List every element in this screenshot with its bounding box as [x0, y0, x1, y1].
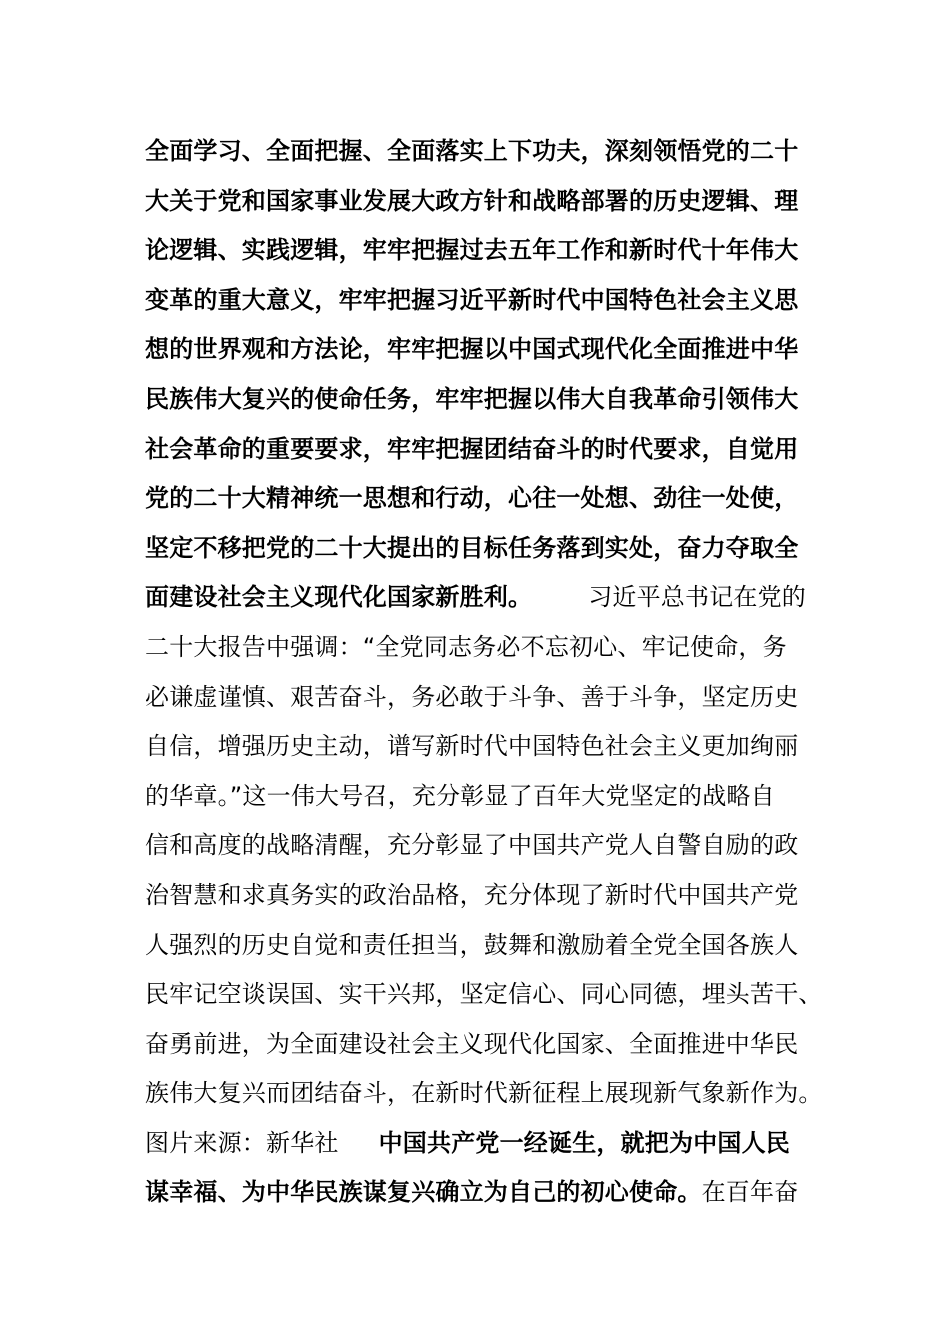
text-line: 人强烈的历史自觉和责任担当，鼓舞和激励着全党全国各族人	[145, 930, 799, 959]
text-line-mixed	[145, 1119, 805, 1169]
text-line: 全面学习、全面把握、全面落实上下功夫，深刻领悟党的二十	[145, 137, 799, 165]
document-body	[145, 127, 823, 1218]
text-line: 奋勇前进，为全面建设社会主义现代化国家、全面推进中华民	[145, 1029, 799, 1058]
text-line: 族伟大复兴而团结奋斗，在新时代新征程上展现新气象新作为。	[145, 1079, 823, 1108]
text-line: 党的二十大精神统一思想和行动，心往一处想、劲往一处使，	[145, 484, 799, 513]
text-line: 信和高度的战略清醒，充分彰显了中国共产党人自警自励的政	[145, 831, 799, 860]
text-line: 民牢记空谈误国、实干兴邦，坚定信心、同心同德，埋头苦干、	[145, 980, 823, 1009]
normal-run: 在百年奋	[701, 1178, 799, 1207]
text-line: 大关于党和国家事业发展大政方针和战略部署的历史逻辑、理	[145, 186, 799, 215]
text-line: 自信，增强历史主动，谱写新时代中国特色社会主义更加绚丽	[145, 732, 799, 761]
text-line: 民族伟大复兴的使命任务，牢牢把握以伟大自我革命引领伟大	[145, 384, 799, 413]
text-line: 论逻辑、实践逻辑，牢牢把握过去五年工作和新时代十年伟大	[145, 236, 799, 265]
text-line-mixed	[145, 573, 805, 623]
bold-run: 面建设社会主义现代化国家新胜利。	[145, 583, 533, 612]
text-line: 治智慧和求真务实的政治品格，充分体现了新时代中国共产党	[145, 880, 799, 909]
text-line: 的华章。”这一伟大号召，充分彰显了百年大党坚定的战略自	[145, 781, 775, 810]
normal-run: 习近平总书记在党的	[588, 583, 807, 612]
text-line-mixed	[145, 1168, 805, 1218]
bold-run: 中国共产党一经诞生，就把为中国人民	[378, 1128, 791, 1157]
text-line: 必谦虚谨慎、艰苦奋斗，务必敢于斗争、善于斗争，坚定历史	[145, 682, 799, 711]
text-line: 二十大报告中强调：“全党同志务必不忘初心、牢记使命，务	[145, 632, 787, 661]
text-line: 想的世界观和方法论，牢牢把握以中国式现代化全面推进中华	[145, 335, 799, 364]
text-line: 坚定不移把党的二十大提出的目标任务落到实处，奋力夺取全	[145, 533, 799, 562]
bold-run: 谋幸福、为中华民族谋复兴确立为自己的初心使命。	[145, 1178, 702, 1207]
image-source-caption: 图片来源：新华社	[145, 1128, 339, 1157]
text-line: 社会革命的重要要求，牢牢把握团结奋斗的时代要求，自觉用	[145, 434, 799, 463]
text-line: 变革的重大意义，牢牢把握习近平新时代中国特色社会主义思	[145, 285, 799, 314]
